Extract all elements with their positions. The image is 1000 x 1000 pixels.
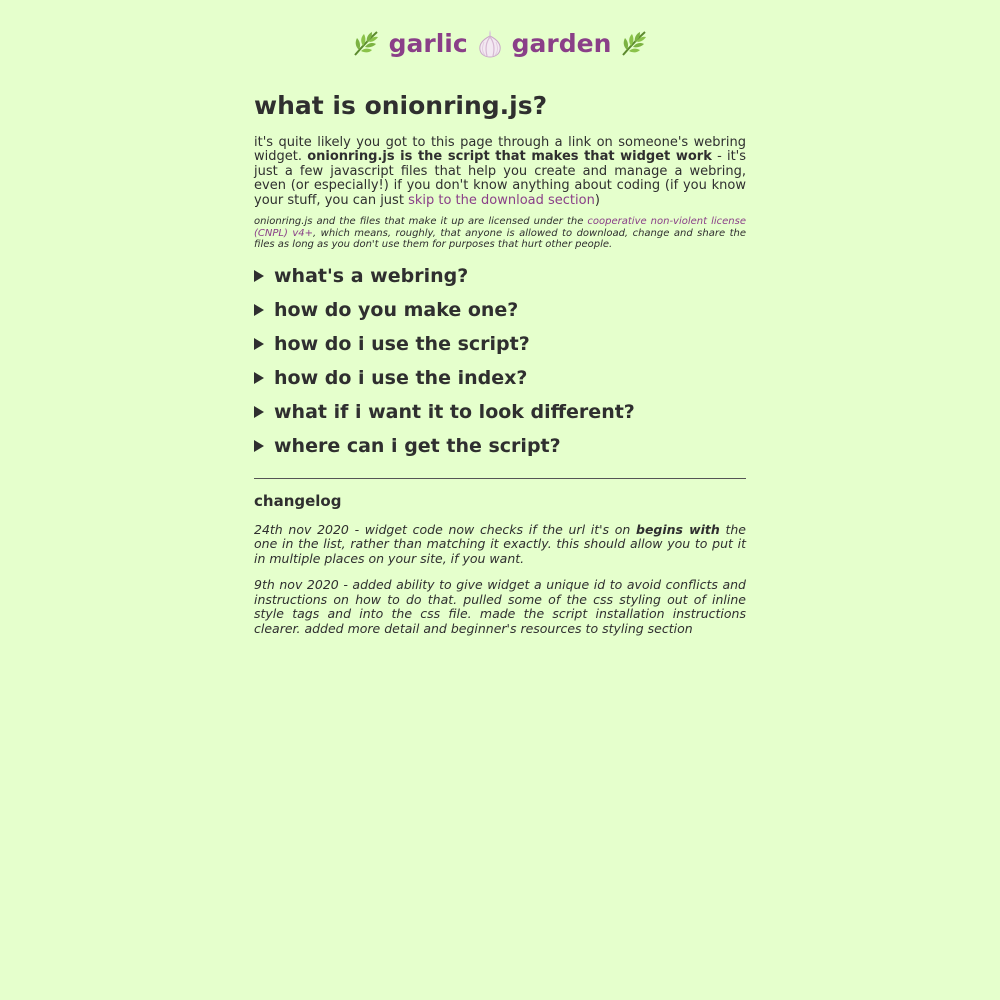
changelog-entry-bold: begins with — [636, 521, 720, 537]
disclosure-triangle-icon — [254, 372, 264, 384]
disclosure-triangle-icon — [254, 406, 264, 418]
license-link[interactable]: cooperative non-violent license (CNPL) v4+ — [254, 216, 746, 239]
site-title-left: garlic — [388, 28, 468, 58]
changelog-entry-text-end: the one in the list, rather than matching it exactly. this should allow you to put it in multiple places on your site, if you want. — [254, 521, 746, 566]
license-paragraph — [254, 216, 746, 251]
garlic-icon — [476, 28, 504, 58]
disclosure-triangle-icon — [254, 338, 264, 350]
intro-text-end: ) — [594, 192, 600, 208]
faq-label: how do i use the index? — [274, 366, 528, 389]
faq-label: how do you make one? — [274, 298, 519, 321]
download-section-link[interactable]: skip to the download section — [408, 192, 595, 208]
faq-item-use-script[interactable] — [254, 327, 746, 361]
faq-label: how do i use the script? — [274, 332, 530, 355]
intro-text-continued: - it's just a few javascript files that help you create and manage a webring, even (or especially!) if you don't know anything about coding (if you know your stuff, you can just — [254, 149, 747, 208]
changelog-entry-text: 24th nov 2020 - widget code now checks if the url it's on — [254, 521, 636, 537]
changelog-title: changelog — [254, 491, 342, 510]
intro-paragraph — [254, 136, 746, 209]
faq-label: what if i want it to look different? — [274, 400, 635, 423]
site-title-right: garden — [511, 28, 612, 58]
changelog-entry-text: 9th nov 2020 - added ability to give widget a unique id to avoid conflicts and instructions on how to do that. pulled some of the css styling out of inline style tags and into the css file. made the script installation instructions clearer. added more detail and beginner's resources to styling section — [254, 577, 746, 636]
disclosure-triangle-icon — [254, 304, 264, 316]
faq-item-how-to-make-one[interactable] — [254, 293, 746, 327]
license-text: onionring.js and the files that make it up are licensed under the — [254, 216, 588, 227]
license-text-end: , which means, roughly, that anyone is allowed to download, change and share the files as long as you don't use them for purposes that hurt other people. — [254, 227, 746, 251]
main-content — [254, 92, 746, 636]
faq-item-use-index[interactable] — [254, 361, 746, 395]
herb-leaf-icon — [351, 28, 381, 58]
site-header — [0, 0, 1000, 86]
changelog-entry — [254, 523, 746, 567]
faq-item-look-different[interactable] — [254, 395, 746, 429]
disclosure-triangle-icon — [254, 270, 264, 282]
faq-label: where can i get the script? — [274, 434, 561, 457]
intro-text: it's quite likely you got to this page through a link on someone's webring widget. — [254, 134, 746, 164]
faq-item-whats-a-webring[interactable] — [254, 259, 746, 293]
intro-bold-text: onionring.js is the script that makes that widget work — [307, 149, 712, 164]
divider — [254, 478, 746, 479]
faq-label: what's a webring? — [274, 264, 469, 287]
faq-list — [254, 259, 746, 463]
faq-item-get-script[interactable] — [254, 429, 746, 463]
site-title-link[interactable] — [351, 28, 650, 58]
changelog-entry — [254, 578, 746, 636]
disclosure-triangle-icon — [254, 440, 264, 452]
page-title: what is onionring.js? — [254, 91, 548, 120]
herb-leaf-icon — [619, 28, 649, 58]
